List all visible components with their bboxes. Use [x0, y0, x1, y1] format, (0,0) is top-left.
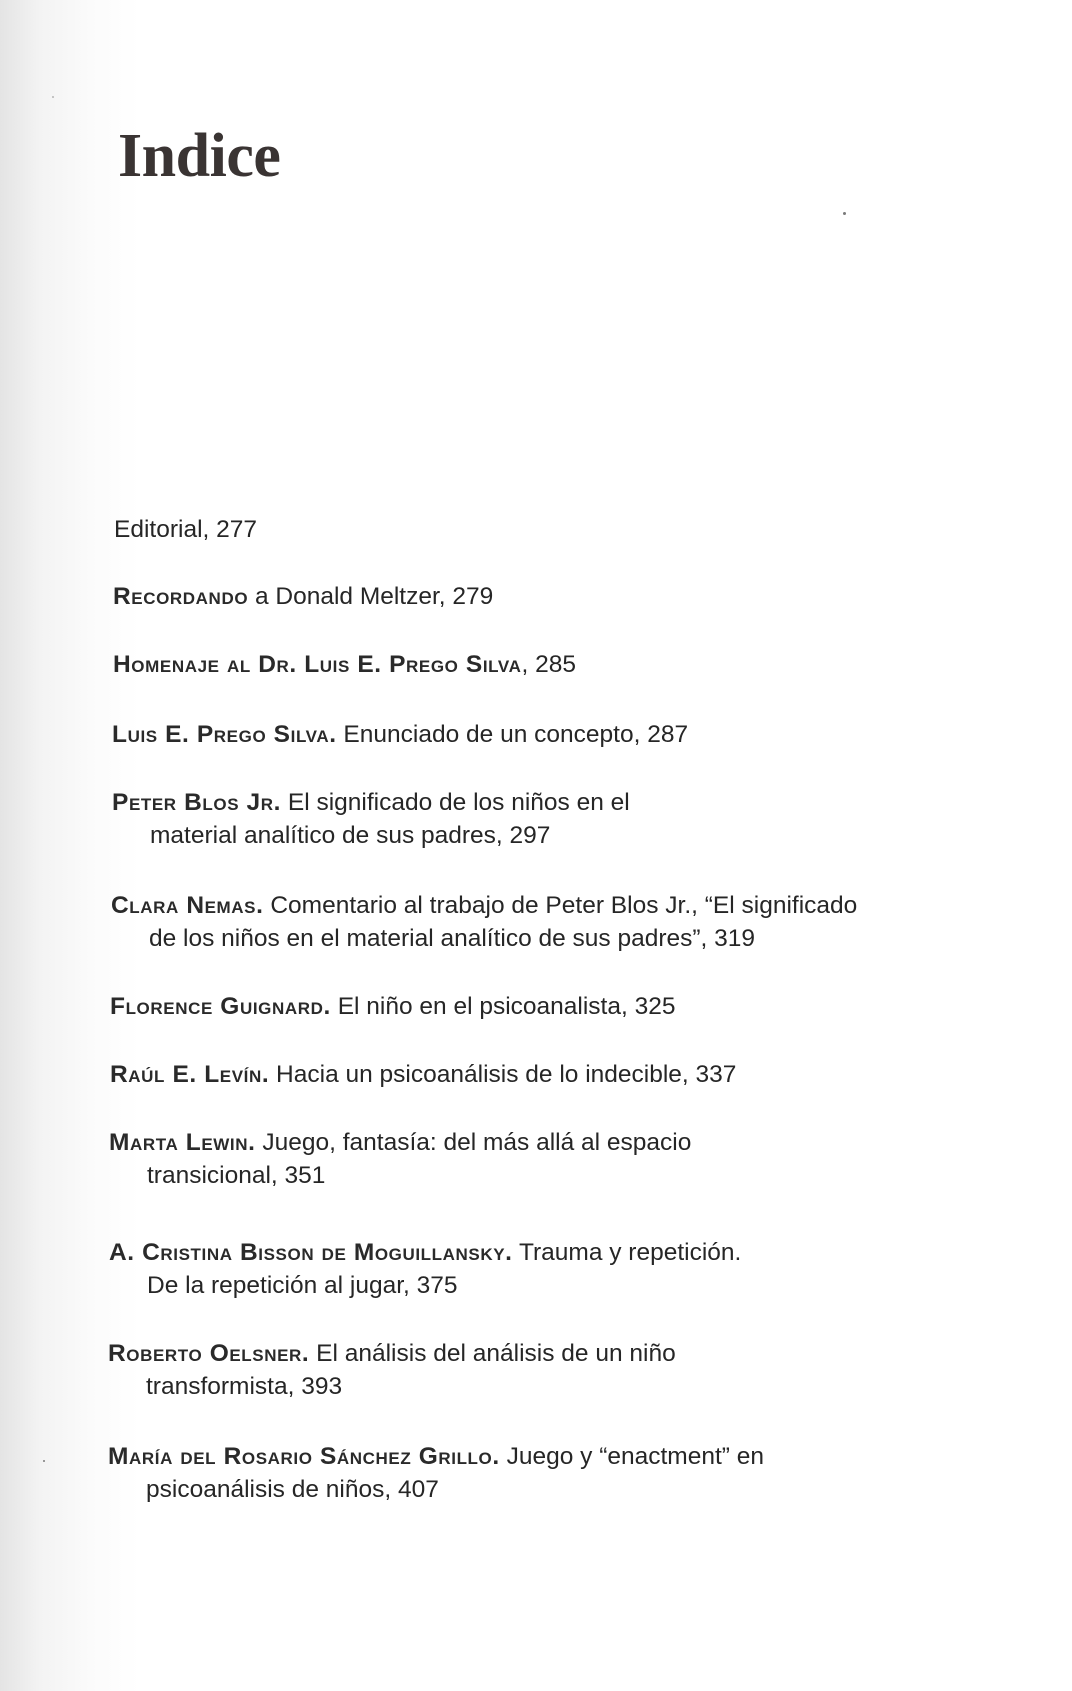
entry-text: Juego, fantasía: del más allá al espacio — [255, 1129, 692, 1156]
entry-text: Juego y “enactment” en — [499, 1443, 764, 1470]
toc-entry-nemas — [111, 889, 857, 955]
toc-entry-sanchez-grillo — [108, 1440, 764, 1506]
toc-entry-guignard — [110, 990, 675, 1023]
entry-continuation: psicoanálisis de niños, 407 — [146, 1476, 439, 1503]
entry-continuation: transicional, 351 — [147, 1162, 326, 1189]
entry-text: El análisis del análisis de un niño — [309, 1340, 676, 1367]
toc-entry-levin — [110, 1058, 736, 1091]
entry-text: a Donald Meltzer, 279 — [248, 583, 494, 610]
scan-speck — [43, 1460, 45, 1462]
entry-text: Comentario al trabajo de Peter Blos Jr., “El significado — [263, 892, 858, 919]
entry-text: El niño en el psicoanalista, 325 — [330, 993, 676, 1020]
entry-author: María del Rosario Sánchez Grillo. — [108, 1443, 500, 1470]
entry-author: Recordando — [113, 583, 249, 610]
entry-author: Peter Blos Jr. — [112, 789, 282, 816]
entry-author: Marta Lewin. — [109, 1129, 256, 1156]
entry-continuation: transformista, 393 — [146, 1373, 343, 1400]
page-title: Indice — [118, 122, 281, 190]
toc-entry-lewin — [109, 1126, 691, 1192]
entry-author: Homenaje al Dr. Luis E. Prego Silva — [113, 651, 522, 678]
entry-text: Hacia un psicoanálisis de lo indecible, 337 — [269, 1061, 737, 1088]
toc-entry-blos — [112, 786, 630, 852]
entry-author: Clara Nemas. — [111, 892, 264, 919]
entry-text: El significado de los niños en el — [281, 789, 630, 816]
entry-author: Florence Guignard. — [110, 993, 331, 1020]
scan-speck — [52, 96, 54, 98]
toc-entry-prego-silva — [112, 718, 688, 751]
entry-text: , 285 — [521, 651, 576, 678]
entry-continuation: De la repetición al jugar, 375 — [147, 1272, 458, 1299]
entry-author: A. Cristina Bisson de Moguillansky. — [109, 1239, 513, 1266]
scan-speck — [843, 212, 846, 215]
entry-text: Trauma y repetición. — [512, 1239, 742, 1266]
entry-continuation: de los niños en el material analítico de sus padres”, 319 — [149, 925, 756, 952]
toc-entry-editorial — [114, 513, 257, 546]
entry-author: Roberto Oelsner. — [108, 1340, 310, 1367]
entry-author: Luis E. Prego Silva. — [112, 721, 337, 748]
toc-entry-meltzer — [113, 580, 493, 613]
entry-text: Enunciado de un concepto, 287 — [336, 721, 689, 748]
toc-entry-oelsner — [108, 1337, 676, 1403]
entry-author: Raúl E. Levín. — [110, 1061, 270, 1088]
entry-text: Editorial, 277 — [114, 516, 258, 543]
toc-entry-moguillansky — [109, 1236, 741, 1302]
toc-entry-homenaje — [113, 648, 576, 681]
entry-continuation: material analítico de sus padres, 297 — [150, 822, 551, 849]
